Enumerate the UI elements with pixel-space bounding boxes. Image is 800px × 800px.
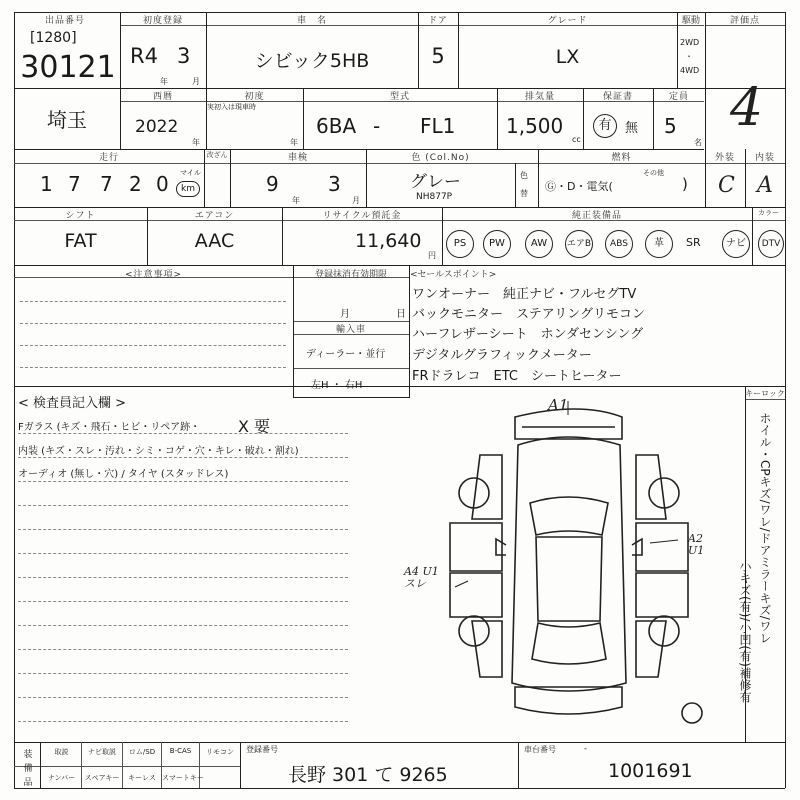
inspection-month: 3 [328,172,341,196]
exterior-label: 外装 [714,153,735,163]
item-rom-sd: ロム/SD [128,748,156,756]
expiry-month: 月 [340,309,350,320]
year-unit-4: 年 [292,196,300,205]
displacement-label: 排気量 [524,92,555,102]
equipment-leather: 革 [645,230,673,258]
grade: LX [555,46,580,68]
recycle-fee: 11,640 [355,230,422,252]
shift-label: シフト [65,211,96,221]
first-reg-label: 初度 [244,92,265,102]
fuel-other: その他 [643,169,664,177]
steering-side: 左H ・ 右H [311,380,363,391]
color: グレー [410,172,461,192]
recycle-label: リサイクル預託金 [322,211,402,221]
marker-right: A2 U1 [688,532,705,557]
chassis-number: 1001691 [608,760,693,782]
equipment-navi: ナビ [722,230,750,258]
equipment-airbag: エアB [565,230,593,258]
sales-point: ハーフレザーシート ホンダセンシング [412,327,644,342]
reg-expiry-label: 登録抹消有効期限 [314,270,387,280]
sales-point: ワンオーナー 純正ナビ・フルセグTV [412,287,637,302]
plate-label: 登録番号 [246,745,278,754]
fuel-options: Ⓖ・D・電気( [545,180,613,193]
type-code: FL1 [420,114,456,138]
license-plate: 長野 301 て 9265 [288,764,448,786]
drive-dot: ・ [685,52,693,61]
western-year: 2022 [135,117,179,137]
glass-x-required: X 要 [238,417,271,436]
sales-point: バックモニター ステアリングリモコン [412,307,645,322]
damage-legend-1: ホイル・CPキズ/ワレ/ドアミラーキズ/ワレ [758,412,772,644]
fuel-close: ) [682,175,688,193]
grade-label: グレード [547,16,588,26]
lot-number: 30121 [20,50,116,85]
expiry-day: 日 [396,309,406,320]
capacity: 5 [664,114,677,138]
item-remote: リモコン [206,748,234,756]
type-label: 型式 [389,92,410,102]
year-unit: 年 [160,77,168,86]
dealer-import: ディーラー・並行 [306,349,386,360]
cc-unit: cc [572,135,581,144]
warranty-yes: 有 [593,114,617,138]
score-label: 評価点 [729,16,760,26]
equipment-aw: AW [525,230,553,258]
item-spare-key: スペアキー [84,774,120,782]
drive-label: 駆動 [681,16,700,26]
mileage-label: 走行 [98,153,119,163]
sales-point: FRドラレコ ETC シートヒーター [412,369,622,384]
mileage-digit: 2 [129,172,142,196]
color-label: 色 (Col.No) [411,153,470,163]
key-lock-label: キーロック [745,389,785,398]
sales-label: <セールスポイント> [410,270,497,280]
color-change-1: 色 [520,171,528,180]
interior-label: 内装 [754,153,775,163]
mileage-digit: 7 [100,172,113,196]
type-prefix: 6BA [316,114,357,138]
aircon-label: エアコン [194,211,235,221]
car-damage-diagram [440,395,730,740]
capacity-label: 定員 [668,92,689,102]
displacement: 1,500 [506,114,564,138]
inspector-glass: Fガラス (キズ・飛石・ヒビ・リペア跡・ [18,422,201,433]
registration-month: 3 [177,44,191,68]
km-label: km [176,181,200,197]
model-name: シビック5HB [254,50,370,72]
door-label: ドア [428,16,448,26]
color-code: NH877P [416,192,453,202]
mile-label: マイル [180,169,201,177]
shift: FAT [64,230,97,252]
inspection-year: 9 [266,172,279,196]
month-unit-2: 月 [352,196,360,205]
item-navi-manual: ナビ取説 [88,748,116,756]
item-manual: 取説 [54,748,69,756]
marker-front: A1 [548,396,569,414]
drive-2wd: 2WD [680,38,700,47]
damage-legend-2: 小キズ(有)/小凹(有)補修有 [738,560,752,703]
mileage-digit: 7 [68,172,81,196]
exterior-grade: C [718,173,735,198]
item-bcas: B-CAS [169,747,192,755]
warranty-label: 保証書 [602,92,633,102]
meter-label: 改ざん [206,151,228,159]
score: 4 [730,78,764,138]
registration-era: R4 [130,44,158,68]
inspection-label: 車検 [287,153,308,163]
items-label: 装備品 [23,750,33,788]
first-reg-sub: 実初入は現車時 [207,103,256,111]
color-change-2: 替 [520,189,528,198]
caution-label: <注意事項> [124,270,183,280]
drive-4wd: 4WD [680,66,700,75]
marker-left: A4 U1 スレ [404,565,439,590]
item-plate: ナンバー [47,774,76,782]
inspector-interior: 内装 (キズ・スレ・汚れ・シミ・コゲ・穴・キレ・破れ・割れ) [18,446,299,457]
lot-label: 出品番号 [44,16,85,26]
year-unit-3: 年 [290,138,298,147]
mileage-digit: 0 [156,172,169,196]
warranty-no: 無 [625,121,639,136]
equipment-pw: PW [483,230,511,258]
capacity-unit: 名 [694,138,702,147]
item-smart-key: スマートキー [162,774,204,782]
chassis-dash: - [584,744,587,753]
equipment-abs: ABS [605,230,633,258]
item-keyless: キーレス [128,774,156,782]
chassis-label: 車台番号 [524,745,556,754]
year-unit-2: 年 [192,138,200,147]
mileage-digit: 1 [40,172,53,196]
sales-point: デジタルグラフィックメーター [412,348,592,363]
region: 埼玉 [47,108,87,132]
month-unit: 月 [192,77,200,86]
model-label: 車 名 [296,16,327,26]
fuel-label: 燃料 [611,153,632,163]
inspector-title: < 検査員記入欄 > [18,396,127,411]
aircon: AAC [194,230,235,252]
inspector-audio-tires: オーディオ (無し・穴) / タイヤ (スタッドレス) [18,469,229,480]
yen-unit: 円 [428,251,436,260]
equipment-dtv: DTV [758,230,784,258]
lot-code: [1280] [30,30,77,46]
equipment-ps: PS [446,230,474,258]
doors: 5 [431,44,445,68]
western-year-label: 西暦 [152,92,173,102]
leather-label: カラー [758,209,779,217]
equipment-label: 純正装備品 [571,211,622,221]
interior-grade: A [757,173,773,198]
import-label: 輸入車 [335,325,366,335]
first-registration-label: 初度登録 [142,16,183,26]
type-dash: - [373,114,381,138]
equipment-sunroof: SR [686,236,701,249]
